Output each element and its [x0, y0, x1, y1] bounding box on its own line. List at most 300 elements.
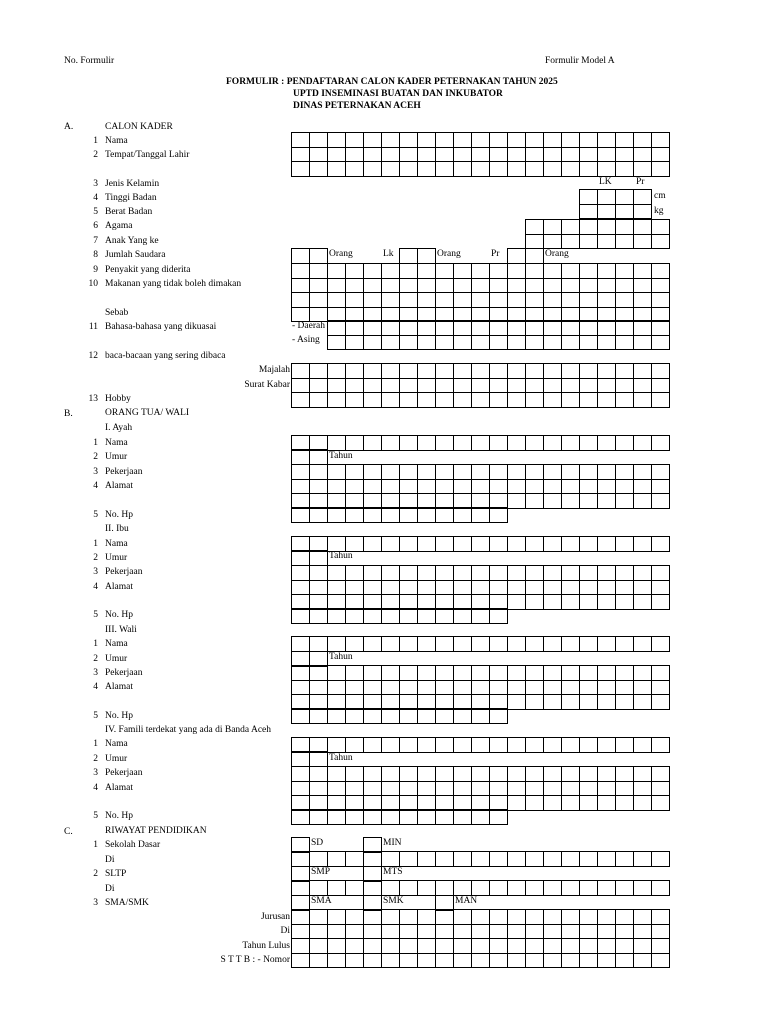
- input-cell[interactable]: [310, 480, 328, 495]
- input-cell[interactable]: [562, 162, 580, 177]
- input-cell[interactable]: [652, 336, 670, 351]
- input-cell[interactable]: [490, 939, 508, 954]
- input-cell[interactable]: [508, 925, 526, 940]
- input-cell[interactable]: [616, 205, 634, 220]
- input-cell[interactable]: [526, 465, 544, 480]
- input-cell[interactable]: [634, 881, 652, 896]
- input-cell[interactable]: [652, 681, 670, 696]
- input-cell[interactable]: [436, 537, 454, 552]
- input-cell[interactable]: [526, 939, 544, 954]
- input-cell[interactable]: [382, 767, 400, 782]
- input-cell[interactable]: [562, 364, 580, 379]
- input-cell[interactable]: [580, 133, 598, 148]
- input-cell[interactable]: [454, 480, 472, 495]
- input-cell[interactable]: [454, 264, 472, 279]
- input-cell[interactable]: [616, 925, 634, 940]
- grid-wali-nama[interactable]: [291, 636, 670, 652]
- input-cell[interactable]: [508, 494, 526, 509]
- input-cell[interactable]: [634, 637, 652, 652]
- input-cell[interactable]: [328, 681, 346, 696]
- input-cell[interactable]: [598, 738, 616, 753]
- input-cell[interactable]: [562, 782, 580, 797]
- input-cell[interactable]: [418, 148, 436, 163]
- input-cell[interactable]: [634, 393, 652, 408]
- input-cell[interactable]: [562, 767, 580, 782]
- input-cell[interactable]: [580, 881, 598, 896]
- input-cell[interactable]: [598, 480, 616, 495]
- input-cell[interactable]: [580, 954, 598, 969]
- input-cell[interactable]: [454, 782, 472, 797]
- input-cell[interactable]: [526, 796, 544, 811]
- input-cell[interactable]: [310, 767, 328, 782]
- grid-ibu-umur[interactable]: [291, 550, 328, 566]
- input-cell[interactable]: [436, 738, 454, 753]
- input-cell[interactable]: [418, 566, 436, 581]
- input-cell[interactable]: [562, 954, 580, 969]
- input-cell[interactable]: [364, 508, 382, 523]
- input-cell[interactable]: [292, 939, 310, 954]
- input-cell[interactable]: [382, 910, 400, 925]
- input-cell[interactable]: [508, 293, 526, 308]
- input-cell[interactable]: [490, 379, 508, 394]
- input-cell[interactable]: [490, 508, 508, 523]
- input-cell[interactable]: [382, 954, 400, 969]
- input-cell[interactable]: [634, 220, 652, 235]
- input-cell[interactable]: [472, 881, 490, 896]
- input-cell[interactable]: [562, 148, 580, 163]
- input-cell[interactable]: [436, 939, 454, 954]
- input-cell[interactable]: [310, 681, 328, 696]
- input-cell[interactable]: [490, 581, 508, 596]
- input-cell[interactable]: [580, 925, 598, 940]
- input-cell[interactable]: [598, 220, 616, 235]
- input-cell[interactable]: [472, 581, 490, 596]
- input-cell[interactable]: [526, 264, 544, 279]
- input-cell[interactable]: [454, 925, 472, 940]
- input-cell[interactable]: [364, 881, 382, 896]
- input-cell[interactable]: [652, 235, 670, 250]
- input-cell[interactable]: [454, 148, 472, 163]
- input-cell[interactable]: [580, 480, 598, 495]
- input-cell[interactable]: [598, 910, 616, 925]
- input-cell[interactable]: [580, 939, 598, 954]
- input-cell[interactable]: [544, 852, 562, 867]
- input-cell[interactable]: [526, 148, 544, 163]
- input-cell[interactable]: [328, 148, 346, 163]
- input-cell[interactable]: [310, 279, 328, 294]
- input-cell[interactable]: [526, 910, 544, 925]
- input-cell[interactable]: [436, 666, 454, 681]
- input-cell[interactable]: [454, 293, 472, 308]
- input-cell[interactable]: [598, 336, 616, 351]
- input-cell[interactable]: [328, 939, 346, 954]
- input-cell[interactable]: [364, 666, 382, 681]
- input-cell[interactable]: [598, 393, 616, 408]
- input-cell[interactable]: [400, 609, 418, 624]
- input-cell[interactable]: [526, 293, 544, 308]
- input-cell[interactable]: [508, 436, 526, 451]
- input-cell[interactable]: [652, 581, 670, 596]
- input-cell[interactable]: [418, 162, 436, 177]
- input-cell[interactable]: [616, 595, 634, 610]
- input-cell[interactable]: [544, 379, 562, 394]
- input-cell[interactable]: [454, 279, 472, 294]
- input-cell[interactable]: [346, 925, 364, 940]
- input-cell[interactable]: [562, 738, 580, 753]
- input-cell[interactable]: [580, 581, 598, 596]
- input-cell[interactable]: [364, 264, 382, 279]
- input-cell[interactable]: [454, 436, 472, 451]
- input-cell[interactable]: [346, 480, 364, 495]
- input-cell[interactable]: [418, 939, 436, 954]
- input-cell[interactable]: [544, 881, 562, 896]
- input-cell[interactable]: [472, 537, 490, 552]
- input-cell[interactable]: [598, 782, 616, 797]
- input-cell[interactable]: [634, 336, 652, 351]
- input-cell[interactable]: [652, 738, 670, 753]
- input-cell[interactable]: [508, 666, 526, 681]
- input-cell[interactable]: [436, 279, 454, 294]
- input-cell[interactable]: [382, 379, 400, 394]
- input-cell[interactable]: [580, 364, 598, 379]
- input-cell[interactable]: [328, 364, 346, 379]
- input-cell[interactable]: [454, 537, 472, 552]
- input-cell[interactable]: [292, 637, 310, 652]
- input-cell[interactable]: [418, 249, 436, 264]
- input-cell[interactable]: [616, 235, 634, 250]
- input-cell[interactable]: [418, 637, 436, 652]
- input-cell[interactable]: [400, 939, 418, 954]
- input-cell[interactable]: [454, 810, 472, 825]
- input-cell[interactable]: [544, 738, 562, 753]
- input-cell[interactable]: [526, 852, 544, 867]
- input-cell[interactable]: [562, 220, 580, 235]
- input-cell[interactable]: [436, 133, 454, 148]
- input-cell[interactable]: [472, 666, 490, 681]
- input-cell[interactable]: [292, 925, 310, 940]
- input-cell[interactable]: [508, 364, 526, 379]
- input-cell[interactable]: [562, 881, 580, 896]
- input-cell[interactable]: [346, 581, 364, 596]
- input-cell[interactable]: [526, 162, 544, 177]
- input-cell[interactable]: [616, 465, 634, 480]
- input-cell[interactable]: [454, 321, 472, 336]
- input-cell[interactable]: [634, 293, 652, 308]
- input-cell[interactable]: [544, 279, 562, 294]
- input-cell[interactable]: [382, 279, 400, 294]
- input-cell[interactable]: [436, 379, 454, 394]
- input-cell[interactable]: [310, 364, 328, 379]
- input-cell[interactable]: [652, 148, 670, 163]
- input-cell[interactable]: [616, 738, 634, 753]
- input-cell[interactable]: [562, 537, 580, 552]
- input-cell[interactable]: [580, 220, 598, 235]
- input-cell[interactable]: [400, 264, 418, 279]
- input-cell[interactable]: [616, 190, 634, 205]
- input-cell[interactable]: [562, 695, 580, 710]
- input-cell[interactable]: [598, 279, 616, 294]
- input-cell[interactable]: [382, 465, 400, 480]
- input-cell[interactable]: [526, 279, 544, 294]
- input-cell[interactable]: [526, 881, 544, 896]
- input-cell[interactable]: [328, 954, 346, 969]
- input-cell[interactable]: [472, 782, 490, 797]
- input-cell[interactable]: [400, 738, 418, 753]
- input-cell[interactable]: [328, 709, 346, 724]
- input-cell[interactable]: [364, 321, 382, 336]
- input-cell[interactable]: [652, 133, 670, 148]
- input-cell[interactable]: [310, 508, 328, 523]
- input-cell[interactable]: [346, 133, 364, 148]
- input-cell[interactable]: [436, 925, 454, 940]
- input-cell[interactable]: [652, 537, 670, 552]
- input-cell[interactable]: [598, 695, 616, 710]
- input-cell[interactable]: [454, 881, 472, 896]
- input-cell[interactable]: [418, 925, 436, 940]
- input-cell[interactable]: [454, 939, 472, 954]
- input-cell[interactable]: [418, 881, 436, 896]
- input-cell[interactable]: [634, 581, 652, 596]
- input-cell[interactable]: [292, 293, 310, 308]
- input-cell[interactable]: [472, 279, 490, 294]
- input-cell[interactable]: [454, 393, 472, 408]
- input-cell[interactable]: [418, 954, 436, 969]
- input-cell[interactable]: [508, 148, 526, 163]
- input-cell[interactable]: [346, 393, 364, 408]
- input-cell[interactable]: [544, 796, 562, 811]
- input-cell[interactable]: [508, 767, 526, 782]
- input-cell[interactable]: [292, 609, 310, 624]
- input-cell[interactable]: [418, 709, 436, 724]
- input-cell[interactable]: [454, 508, 472, 523]
- input-cell[interactable]: [634, 796, 652, 811]
- input-cell[interactable]: [364, 954, 382, 969]
- input-cell[interactable]: [328, 480, 346, 495]
- input-cell[interactable]: [526, 379, 544, 394]
- input-cell[interactable]: [418, 681, 436, 696]
- input-cell[interactable]: [634, 364, 652, 379]
- input-cell[interactable]: [562, 133, 580, 148]
- input-cell[interactable]: [562, 925, 580, 940]
- input-cell[interactable]: [418, 910, 436, 925]
- input-cell[interactable]: [652, 264, 670, 279]
- input-cell[interactable]: [544, 465, 562, 480]
- input-cell[interactable]: [526, 235, 544, 250]
- input-cell[interactable]: [436, 852, 454, 867]
- input-cell[interactable]: [652, 666, 670, 681]
- input-cell[interactable]: [490, 681, 508, 696]
- input-cell[interactable]: [436, 162, 454, 177]
- input-cell[interactable]: [544, 581, 562, 596]
- input-cell[interactable]: [436, 810, 454, 825]
- input-cell[interactable]: [364, 537, 382, 552]
- input-cell[interactable]: [634, 205, 652, 220]
- input-cell[interactable]: [400, 293, 418, 308]
- input-cell[interactable]: [436, 393, 454, 408]
- input-cell[interactable]: [652, 852, 670, 867]
- input-cell[interactable]: [544, 264, 562, 279]
- input-cell[interactable]: [346, 810, 364, 825]
- input-cell[interactable]: [454, 465, 472, 480]
- input-cell[interactable]: [328, 133, 346, 148]
- input-cell[interactable]: [310, 551, 328, 566]
- input-cell[interactable]: [292, 810, 310, 825]
- input-cell[interactable]: [310, 148, 328, 163]
- input-cell[interactable]: [400, 465, 418, 480]
- input-cell[interactable]: [400, 148, 418, 163]
- input-cell[interactable]: [400, 393, 418, 408]
- input-cell[interactable]: [544, 537, 562, 552]
- input-cell[interactable]: [544, 925, 562, 940]
- input-cell[interactable]: [382, 148, 400, 163]
- input-cell[interactable]: [382, 336, 400, 351]
- input-cell[interactable]: [508, 910, 526, 925]
- input-cell[interactable]: [382, 293, 400, 308]
- input-cell[interactable]: [310, 264, 328, 279]
- grid-ayah-pekerjaan-alamat[interactable]: [291, 464, 670, 509]
- input-cell[interactable]: [616, 537, 634, 552]
- input-cell[interactable]: [544, 220, 562, 235]
- input-cell[interactable]: [454, 681, 472, 696]
- input-cell[interactable]: [364, 336, 382, 351]
- input-cell[interactable]: [544, 133, 562, 148]
- input-cell[interactable]: [508, 379, 526, 394]
- input-cell[interactable]: [436, 581, 454, 596]
- input-cell[interactable]: [400, 925, 418, 940]
- input-cell[interactable]: [346, 336, 364, 351]
- input-cell[interactable]: [364, 293, 382, 308]
- input-cell[interactable]: [382, 162, 400, 177]
- grid-saudara-total[interactable]: [291, 248, 328, 264]
- input-cell[interactable]: [598, 566, 616, 581]
- input-cell[interactable]: [544, 480, 562, 495]
- input-cell[interactable]: [616, 637, 634, 652]
- input-cell[interactable]: [310, 782, 328, 797]
- input-cell[interactable]: [580, 321, 598, 336]
- input-cell[interactable]: [634, 925, 652, 940]
- input-cell[interactable]: [652, 595, 670, 610]
- input-cell[interactable]: [364, 364, 382, 379]
- input-cell[interactable]: [436, 321, 454, 336]
- input-cell[interactable]: [346, 609, 364, 624]
- grid-bacaan-hobby[interactable]: [291, 363, 670, 408]
- input-cell[interactable]: [544, 782, 562, 797]
- grid-sltp-di[interactable]: [291, 880, 670, 896]
- input-cell[interactable]: [526, 925, 544, 940]
- input-cell[interactable]: [544, 681, 562, 696]
- input-cell[interactable]: [490, 881, 508, 896]
- input-cell[interactable]: [472, 852, 490, 867]
- input-cell[interactable]: [526, 954, 544, 969]
- input-cell[interactable]: [400, 537, 418, 552]
- input-cell[interactable]: [400, 810, 418, 825]
- input-cell[interactable]: [490, 537, 508, 552]
- input-cell[interactable]: [328, 666, 346, 681]
- input-cell[interactable]: [490, 709, 508, 724]
- input-cell[interactable]: [490, 162, 508, 177]
- input-cell[interactable]: [634, 235, 652, 250]
- input-cell[interactable]: [562, 293, 580, 308]
- input-cell[interactable]: [616, 796, 634, 811]
- input-cell[interactable]: [346, 881, 364, 896]
- input-cell[interactable]: [508, 566, 526, 581]
- grid-ayah-nama[interactable]: [291, 435, 670, 451]
- input-cell[interactable]: [508, 637, 526, 652]
- input-cell[interactable]: [436, 264, 454, 279]
- input-cell[interactable]: [580, 465, 598, 480]
- input-cell[interactable]: [544, 954, 562, 969]
- input-cell[interactable]: [616, 336, 634, 351]
- input-cell[interactable]: [562, 566, 580, 581]
- input-cell[interactable]: [598, 162, 616, 177]
- input-cell[interactable]: [328, 925, 346, 940]
- input-cell[interactable]: [634, 436, 652, 451]
- input-cell[interactable]: [472, 162, 490, 177]
- input-cell[interactable]: [382, 925, 400, 940]
- input-cell[interactable]: [598, 681, 616, 696]
- input-cell[interactable]: [472, 148, 490, 163]
- input-cell[interactable]: [328, 379, 346, 394]
- input-cell[interactable]: [292, 264, 310, 279]
- input-cell[interactable]: [562, 494, 580, 509]
- input-cell[interactable]: [346, 782, 364, 797]
- input-cell[interactable]: [598, 954, 616, 969]
- grid-tinggi-berat[interactable]: [579, 189, 652, 219]
- input-cell[interactable]: [454, 910, 472, 925]
- input-cell[interactable]: [328, 279, 346, 294]
- input-cell[interactable]: [400, 782, 418, 797]
- input-cell[interactable]: [652, 954, 670, 969]
- input-cell[interactable]: [616, 436, 634, 451]
- input-cell[interactable]: [508, 393, 526, 408]
- input-cell[interactable]: [418, 666, 436, 681]
- input-cell[interactable]: [652, 695, 670, 710]
- grid-saudara-lk[interactable]: [399, 248, 436, 264]
- input-cell[interactable]: [328, 264, 346, 279]
- input-cell[interactable]: [418, 436, 436, 451]
- input-cell[interactable]: [508, 782, 526, 797]
- grid-saudara-pr[interactable]: [507, 248, 544, 264]
- input-cell[interactable]: [526, 220, 544, 235]
- input-cell[interactable]: [382, 436, 400, 451]
- input-cell[interactable]: [472, 637, 490, 652]
- input-cell[interactable]: [292, 379, 310, 394]
- input-cell[interactable]: [544, 566, 562, 581]
- input-cell[interactable]: [472, 566, 490, 581]
- input-cell[interactable]: [652, 279, 670, 294]
- grid-nama-ttl[interactable]: [291, 132, 670, 177]
- input-cell[interactable]: [652, 881, 670, 896]
- input-cell[interactable]: [328, 609, 346, 624]
- input-cell[interactable]: [400, 681, 418, 696]
- input-cell[interactable]: [580, 279, 598, 294]
- input-cell[interactable]: [454, 581, 472, 596]
- input-cell[interactable]: [544, 321, 562, 336]
- input-cell[interactable]: [382, 393, 400, 408]
- input-cell[interactable]: [598, 796, 616, 811]
- input-cell[interactable]: [562, 321, 580, 336]
- input-cell[interactable]: [580, 393, 598, 408]
- input-cell[interactable]: [526, 566, 544, 581]
- input-cell[interactable]: [436, 782, 454, 797]
- input-cell[interactable]: [382, 666, 400, 681]
- input-cell[interactable]: [490, 910, 508, 925]
- input-cell[interactable]: [616, 910, 634, 925]
- input-cell[interactable]: [544, 293, 562, 308]
- input-cell[interactable]: [544, 910, 562, 925]
- input-cell[interactable]: [616, 494, 634, 509]
- input-cell[interactable]: [652, 566, 670, 581]
